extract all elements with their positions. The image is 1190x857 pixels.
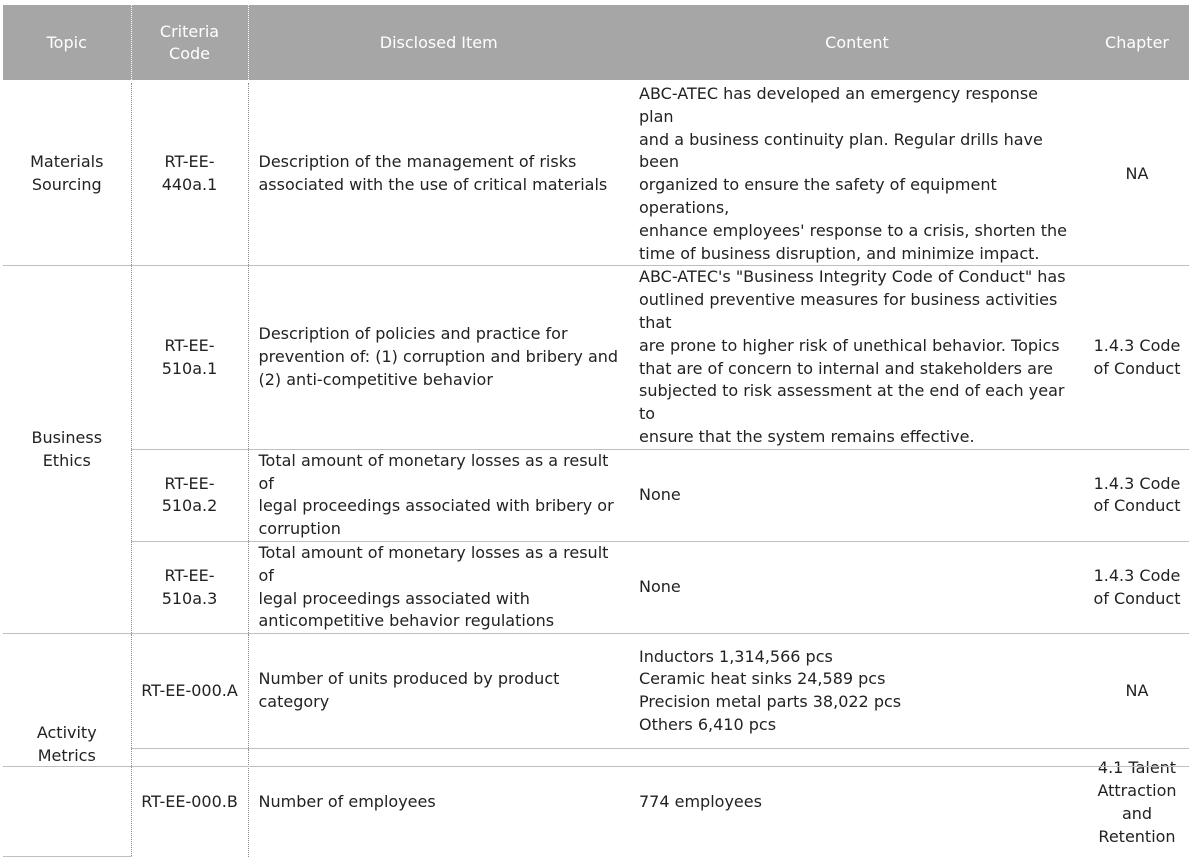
topic-cell: Business Ethics	[3, 266, 131, 634]
chapter-cell: 1.4.3 Code of Conduct	[1085, 266, 1189, 449]
table-bottom-rule	[3, 766, 1189, 767]
chapter-cell: NA	[1085, 634, 1189, 749]
header-criteria-code: Criteria Code	[131, 5, 248, 80]
table-row	[3, 541, 1189, 633]
content-cell: None	[629, 541, 1085, 633]
criteria-code-cell: RT-EE- 440a.1	[131, 83, 248, 266]
criteria-code-cell: RT-EE- 510a.1	[131, 266, 248, 449]
criteria-code-cell: RT-EE-000.B	[131, 749, 248, 857]
header-chapter: Chapter	[1105, 32, 1169, 52]
content-cell: ABC-ATEC has developed an emergency response plan and a business continuity plan. Regular drills have been organized to ensure the safety of equipment operations, enhance employees' response to a crisis, shorten the time of business disruption, and minimize impact.	[629, 83, 1085, 266]
criteria-code-cell: RT-EE-000.A	[131, 634, 248, 749]
criteria-code-cell: RT-EE- 510a.3	[131, 541, 248, 633]
content-cell: ABC-ATEC's "Business Integrity Code of Conduct" has outlined preventive measures for business activities that are prone to higher risk of unethical behavior. Topics that are of concern to internal and stakeholders are subjected to risk assessment at the end of each year to ensure that the system remains effective.	[629, 266, 1085, 449]
topic-cell: Activity Metrics	[3, 634, 131, 857]
header-disclosed-item: Disclosed Item	[379, 32, 498, 52]
topic-cell: Materials Sourcing	[3, 83, 131, 266]
disclosed-item-cell: Description of policies and practice for prevention of: (1) corruption and bribery and (2) anti-competitive behavior	[248, 266, 629, 449]
table-row	[3, 266, 1189, 449]
disclosed-item-cell: Number of employees	[258, 792, 436, 812]
disclosed-item-cell: Description of the management of risks associated with the use of critical materials	[248, 83, 629, 266]
chapter-cell: NA	[1085, 83, 1189, 266]
chapter-cell: 4.1 Talent Attraction and Retention	[1097, 758, 1177, 846]
sasb-disclosure-table	[3, 5, 1189, 857]
content-cell: None	[629, 449, 1085, 541]
criteria-code-cell: RT-EE- 510a.2	[131, 449, 248, 541]
content-cell: 774 employees	[639, 792, 762, 812]
chapter-cell: 1.4.3 Code of Conduct	[1085, 449, 1189, 541]
table-row	[3, 634, 1189, 749]
disclosed-item-cell: Total amount of monetary losses as a result of legal proceedings associated with bribery or corruption	[248, 449, 629, 541]
content-cell: Inductors 1,314,566 pcs Ceramic heat sinks 24,589 pcs Precision metal parts 38,022 pcs Others 6,410 pcs	[629, 634, 1085, 749]
header-content: Content	[825, 32, 889, 52]
table-row	[3, 449, 1189, 541]
chapter-cell: 1.4.3 Code of Conduct	[1085, 541, 1189, 633]
header-topic: Topic	[3, 5, 131, 80]
table-header-row	[3, 5, 1189, 80]
sasb-disclosure-table-sheet	[3, 5, 1189, 846]
table-row	[3, 83, 1189, 266]
disclosed-item-cell: Number of units produced by product category	[248, 634, 629, 749]
table-row	[3, 749, 1189, 857]
disclosed-item-cell: Total amount of monetary losses as a result of legal proceedings associated with anticompetitive behavior regulations	[248, 541, 629, 633]
